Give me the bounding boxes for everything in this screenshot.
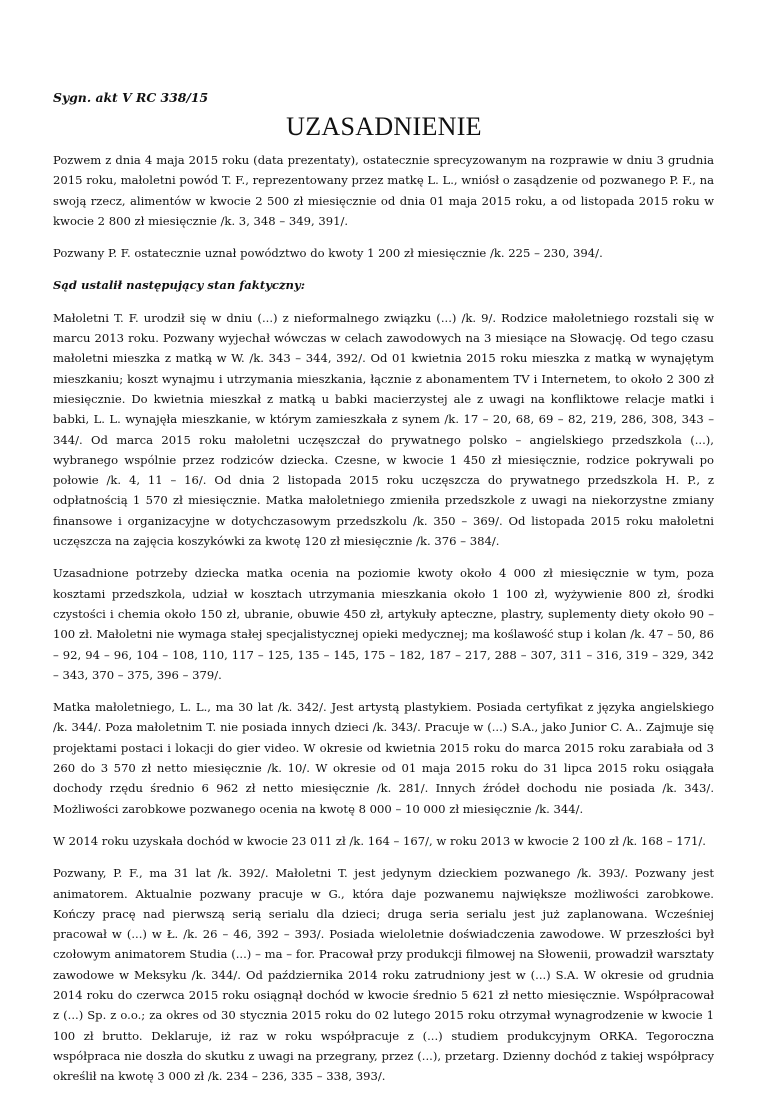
paragraph-child-situation: Małoletni T. F. urodził się w dniu (...) z nieformalnego związku (...) /k. 9/. Rodzice małoletniego rozstali się w marcu 2013 roku. Pozwany wyjechał wówczas w celach zawodowych na 3 miesiące na Słowację. Od tego czasu małoletni mieszka z matką w W. /k. 343 – 344, 392/. Od 01 kwietnia 2015 roku mieszka z matką w wynajętym mieszkaniu; koszt wynajmu i utrzymania mieszkania, łącznie z abonamentem TV i Internetem, to około 2 300 zł miesięcznie. Do kwietnia mieszkał z matką u babki macierzystej ale z uwagi na konfliktowe relacje matki i babki, L. L. wynajęła mieszkanie, w którym zamieszkała z synem /k. 17 – 20, 68, 69 – 82, 219, 286, 308, 343 – 344/. Od marca 2015 roku małoletni uczęszczał do prywatnego polsko – angielskiego przedszkola (...), wybranego wspólnie przez rodziców dziecka. Czesne, w kwocie 1 450 zł miesięcznie, rodzice pokrywali po połowie /k. 4, 11 – 16/. Od dnia 2 listopada 2015 roku uczęszcza do prywatnego przedszkola H. P., z odpłatnością 1 570 zł miesięcznie. Matka małoletniego zmieniła przedszkole z uwagi na niekorzystne zmiany finansowe i organizacyjne w dotychczasowym przedszkolu /k. 350 – 369/. Od listopada 2015 roku małoletni uczęszcza na zajęcia koszykówki za kwotę 120 zł miesięcznie /k. 376 – 384/. bbox=[53, 310, 714, 549]
section-heading-facts: Sąd ustalił następujący stan faktyczny: bbox=[53, 278, 306, 293]
paragraph-father: Pozwany, P. F., ma 31 lat /k. 392/. Małoletni T. jest jedynym dzieckiem pozwanego /k. 393/. Pozwany jest animatorem. Aktualnie pozwany pracuje w G., która daje pozwanemu największe możliwości zarobkowe. Kończy pracę nad pierwszą serią serialu dla dzieci; druga seria serialu jest już zaplanowana. Wcześniej pracował w (...) w Ł. /k. 26 – 46, 392 – 393/. Posiada wieloletnie doświadczenia zawodowe. W przeszłości był czołowym animatorem Studia (...) – ma – for. Pracował przy produkcji filmowej na Słowenii, prowadził warsztaty zawodowe w Meksyku /k. 344/. Od października 2014 roku zatrudniony jest w (...) S.A. W okresie od grudnia 2014 roku do czerwca 2015 roku osiągnął dochód w kwocie średnio 5 621 zł netto miesięcznie. Współpracował z (...) Sp. z o.o.; za okres od 30 stycznia 2015 roku do 02 lutego 2015 roku otrzymał wynagrodzenie w kwocie 1 100 zł brutto. Deklaruje, iż raz w roku współpracuje z (...) studiem produkcyjnym ORKA. Tegoroczna współpraca nie doszła do skutku z uwagi na przegrany, przez (...), przetarg. Dzienny dochód z takiej współpracy określił na kwotę 3 000 zł /k. 234 – 236, 335 – 338, 393/. bbox=[53, 866, 714, 1084]
case-signature: Sygn. akt V RC 338/15 bbox=[53, 90, 209, 105]
paragraph-claim: Pozwem z dnia 4 maja 2015 roku (data prezentaty), ostatecznie sprecyzowanym na rozprawie w dniu 3 grudnia 2015 roku, małoletni powód T. F., reprezentowany przez matkę L. L., wniósł o zasądzenie od pozwanego P. F., na swoją rzecz, alimentów w kwocie 2 500 zł miesięcznie od dnia 01 maja 2015 roku, a od listopada 2015 roku w kwocie 2 800 zł miesięcznie /k. 3, 348 – 349, 391/. bbox=[53, 153, 714, 228]
paragraph-child-needs: Uzasadnione potrzeby dziecka matka ocenia na poziomie kwoty około 4 000 zł miesięcznie w tym, poza kosztami przedszkola, udział w kosztach utrzymania mieszkania około 1 100 zł, wyżywienie 800 zł, środki czystości i chemia około 150 zł, ubranie, obuwie 450 zł, artykuły apteczne, plastry, suplementy diety około 90 – 100 zł. Małoletni nie wymaga stałej specjalistycznej opieki medycznej; ma koślawość stup i kolan /k. 47 – 50, 86 – 92, 94 – 96, 104 – 108, 110, 117 – 125, 135 – 145, 175 – 182, 187 – 217, 288 – 307, 311 – 316, 319 – 329, 342 – 343, 370 – 375, 396 – 379/. bbox=[53, 566, 714, 682]
document-body bbox=[53, 150, 714, 1098]
paragraph-defendant-acknowledgement: Pozwany P. F. ostatecznie uznał powództwo do kwoty 1 200 zł miesięcznie /k. 225 – 230, 394/. bbox=[53, 246, 603, 261]
paragraph-mother-income: W 2014 roku uzyskała dochód w kwocie 23 011 zł /k. 164 – 167/, w roku 2013 w kwocie 2 100 zł /k. 168 – 171/. bbox=[53, 833, 706, 848]
document-title: UZASADNIENIE bbox=[286, 112, 482, 141]
paragraph-mother: Matka małoletniego, L. L., ma 30 lat /k. 342/. Jest artystą plastykiem. Posiada certyfikat z języka angielskiego /k. 344/. Poza małoletnim T. nie posiada innych dzieci /k. 343/. Pracuje w (...) S.A., jako Junior C. A.. Zajmuje się projektami postaci i lokacji do gier video. W okresie od kwietnia 2015 roku do marca 2015 roku zarabiała od 3 260 do 3 570 zł netto miesięcznie /k. 10/. W okresie od 01 maja 2015 roku do 31 lipca 2015 roku osiągała dochody rzędu średnio 6 962 zł netto miesięcznie /k. 281/. Innych źródeł dochodu nie posiada /k. 343/. Możliwości zarobkowe pozwanego ocenia na kwotę 8 000 – 10 000 zł miesięcznie /k. 344/. bbox=[53, 700, 714, 816]
